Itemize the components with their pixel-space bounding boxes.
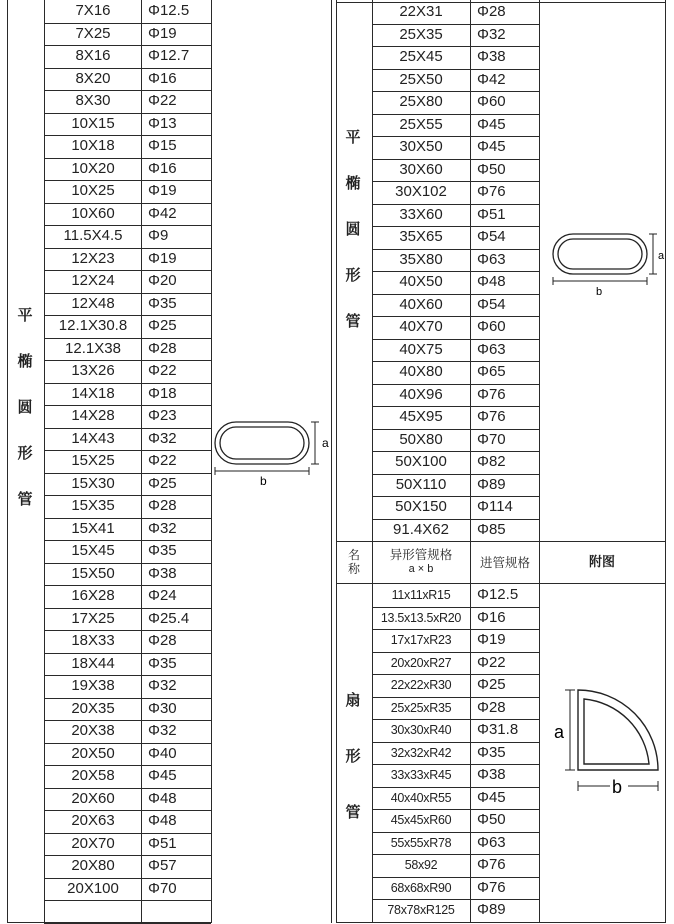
grid-line	[372, 181, 539, 182]
spec-cell: 20X35	[71, 699, 115, 717]
spec-cell: 25x25xR35	[390, 700, 452, 715]
pipe-size-cell: Φ15	[148, 137, 177, 154]
spec-cell: 33x33xR45	[390, 768, 452, 782]
left-category-label	[10, 292, 40, 522]
spec-cell: 8X16	[75, 47, 111, 64]
grid-line	[44, 878, 211, 879]
grid-line	[372, 451, 539, 452]
pipe-size-cell: Φ16	[148, 69, 177, 87]
pipe-size-cell: Φ20	[148, 272, 177, 289]
dimension-b-label: b	[260, 474, 267, 488]
grid-line	[372, 204, 539, 205]
grid-line	[372, 519, 539, 520]
pipe-size-cell: Φ25.4	[148, 609, 190, 627]
category-char: 管	[345, 312, 361, 330]
grid-line	[44, 23, 211, 24]
spec-cell: 12X24	[71, 272, 115, 289]
pipe-size-cell: Φ19	[148, 24, 177, 42]
grid-line	[44, 45, 211, 46]
spec-cell: 12.1X30.8	[58, 317, 128, 334]
dimension-b-label: b	[612, 777, 623, 797]
header-name-line2: 称	[347, 562, 360, 576]
pipe-size-cell: Φ22	[477, 653, 506, 671]
grid-line	[44, 720, 211, 721]
spec-cell: 12.1X38	[65, 339, 121, 357]
pipe-size-cell: Φ32	[148, 429, 177, 447]
grid-line	[44, 608, 211, 609]
spec-cell: 11.5X4.5	[63, 227, 123, 244]
spec-cell: 32x32xR42	[390, 745, 452, 760]
grid-line	[372, 114, 539, 115]
grid-line	[44, 585, 211, 586]
pipe-size-cell: Φ45	[148, 767, 177, 784]
pipe-size-cell: Φ25	[477, 676, 506, 693]
spec-cell: 40x40xR55	[390, 790, 452, 805]
grid-line	[372, 226, 539, 227]
spec-cell: 18X33	[71, 632, 115, 649]
pipe-size-cell: Φ32	[148, 519, 177, 537]
spec-cell: 20X38	[71, 722, 115, 739]
spec-cell: 13.5x13.5xR20	[380, 610, 462, 625]
pipe-size-cell: Φ25	[148, 474, 177, 492]
category-char: 椭	[345, 174, 361, 192]
grid-line	[44, 383, 211, 384]
grid-line	[372, 69, 539, 70]
spec-cell: 25X50	[399, 70, 443, 88]
spec-cell: 20X100	[67, 879, 119, 897]
grid-line	[372, 764, 539, 765]
pipe-size-cell: Φ23	[148, 407, 177, 424]
spec-cell: 17X25	[71, 609, 115, 627]
spec-cell: 14X28	[71, 407, 115, 424]
pipe-size-cell: Φ24	[148, 587, 177, 604]
spec-cell: 13X26	[71, 362, 115, 379]
grid-line	[44, 698, 211, 699]
pipe-size-cell: Φ22	[148, 92, 177, 109]
header-pipe: 进管规格	[479, 555, 530, 570]
category-char: 扇	[345, 691, 361, 709]
grid-line	[44, 0, 45, 923]
pipe-size-cell: Φ28	[148, 497, 177, 514]
category-char: 形	[345, 747, 361, 765]
spec-cell: 30X102	[395, 183, 447, 200]
spec-cell: 40X70	[399, 318, 443, 335]
dimension-b-label: b	[596, 286, 603, 298]
grid-line	[372, 249, 539, 250]
spec-cell: 15X45	[71, 542, 115, 559]
pipe-size-cell: Φ42	[477, 70, 506, 88]
pipe-size-cell: Φ28	[148, 339, 177, 357]
pipe-size-cell: Φ38	[148, 564, 177, 582]
spec-cell: 55x55xR78	[390, 835, 452, 850]
spec-cell: 50X100	[395, 453, 447, 470]
spec-cell: 20X63	[71, 812, 115, 829]
grid-line	[336, 583, 665, 584]
spec-cell: 8X30	[75, 92, 111, 109]
pipe-size-cell: Φ76	[477, 878, 506, 896]
grid-line	[44, 810, 211, 811]
spec-cell: 14X18	[71, 384, 115, 402]
pipe-size-cell: Φ70	[477, 430, 506, 448]
spec-cell: 25X35	[399, 25, 443, 43]
spec-cell: 25X55	[399, 115, 443, 133]
pipe-size-cell: Φ38	[477, 48, 506, 65]
spec-cell: 50X110	[395, 475, 447, 493]
pipe-size-cell: Φ60	[477, 318, 506, 335]
pipe-size-cell: Φ38	[477, 766, 506, 783]
header-name-line1: 名	[347, 548, 360, 562]
pipe-size-cell: Φ51	[148, 834, 177, 852]
grid-line	[44, 405, 211, 406]
grid-line	[44, 135, 211, 136]
grid-line	[44, 563, 211, 564]
pipe-size-cell: Φ63	[477, 833, 506, 851]
grid-line	[44, 180, 211, 181]
grid-line	[372, 361, 539, 362]
spec-cell: 40X75	[399, 340, 443, 358]
spec-cell: 25X45	[399, 48, 443, 65]
grid-line	[372, 674, 539, 675]
pipe-size-cell: Φ60	[477, 93, 506, 110]
spec-cell: 17x17xR23	[390, 633, 452, 647]
grid-line	[372, 271, 539, 272]
grid-line	[44, 473, 211, 474]
spec-cell: 25X80	[399, 93, 443, 110]
spec-cell: 45X95	[399, 408, 443, 425]
spec-cell: 22X31	[399, 3, 443, 20]
header-spec-line1: 异形管规格	[389, 547, 453, 562]
grid-line	[44, 630, 211, 631]
spec-cell: 30X60	[399, 160, 443, 178]
grid-line	[44, 540, 211, 541]
header-figure: 附图	[588, 555, 615, 570]
spec-cell: 40X60	[399, 295, 443, 313]
dimension-a-label: a	[322, 436, 329, 450]
pipe-size-cell: Φ31.8	[477, 721, 519, 738]
spec-cell: 20X58	[71, 767, 115, 784]
spec-cell: 15X50	[71, 564, 115, 582]
grid-line	[372, 629, 539, 630]
grid-line	[372, 496, 539, 497]
pipe-size-cell: Φ28	[477, 698, 506, 716]
pipe-size-cell: Φ54	[477, 228, 506, 245]
grid-line	[372, 136, 539, 137]
grid-line	[372, 719, 539, 720]
grid-line	[539, 0, 540, 923]
spec-cell: 40X80	[399, 363, 443, 380]
pipe-size-cell: Φ48	[148, 789, 177, 807]
grid-line	[372, 316, 539, 317]
spec-cell: 91.4X62	[393, 520, 449, 538]
pipe-size-cell: Φ12.5	[148, 2, 190, 19]
pipe-size-cell: Φ76	[477, 183, 506, 200]
spec-cell: 7X25	[75, 24, 111, 42]
header-spec-line2: a × b	[408, 563, 434, 575]
spec-cell: 20X80	[71, 857, 115, 874]
spec-cell: 19X38	[71, 677, 115, 694]
flat-oval-diagram-right	[545, 222, 670, 302]
grid-line	[372, 899, 539, 900]
grid-line	[372, 742, 539, 743]
spec-cell: 20x20xR27	[390, 655, 452, 670]
grid-line	[336, 541, 665, 542]
grid-line	[372, 429, 539, 430]
pipe-size-cell: Φ35	[148, 542, 177, 559]
pipe-size-cell: Φ28	[477, 3, 506, 20]
pipe-size-cell: Φ42	[148, 204, 177, 222]
spec-cell: 58x92	[404, 858, 438, 872]
grid-line	[336, 0, 337, 923]
pipe-size-cell: Φ50	[477, 160, 506, 178]
spec-cell: 50X80	[399, 430, 443, 448]
spec-cell: 11x11xR15	[391, 588, 451, 602]
spec-cell: 12X23	[71, 249, 115, 267]
grid-line	[372, 91, 539, 92]
pipe-size-cell: Φ32	[148, 722, 177, 739]
grid-line	[44, 203, 211, 204]
pipe-size-cell: Φ16	[477, 608, 506, 626]
grid-line	[665, 0, 666, 923]
pipe-size-cell	[142, 900, 212, 923]
grid-line	[211, 0, 212, 923]
category-char: 管	[345, 803, 361, 821]
grid-line	[372, 697, 539, 698]
pipe-size-cell: Φ19	[148, 249, 177, 267]
sector-tube-diagram	[548, 680, 668, 800]
spec-cell: 22x22xR30	[390, 678, 452, 692]
grid-line	[372, 832, 539, 833]
grid-line	[372, 0, 373, 923]
spec-cell: 40X50	[399, 273, 443, 290]
spec-cell: 33X60	[399, 205, 443, 223]
pipe-size-cell: Φ89	[477, 475, 506, 493]
grid-line	[141, 0, 142, 923]
pipe-size-cell: Φ19	[148, 182, 177, 199]
grid-line	[44, 428, 211, 429]
spec-cell: 8X20	[75, 69, 111, 87]
category-char: 管	[17, 490, 33, 508]
spec-cell: 10X25	[71, 182, 115, 199]
dimension-a-label: a	[554, 722, 565, 742]
pipe-size-cell: Φ13	[148, 114, 177, 132]
pipe-size-cell: Φ32	[477, 25, 506, 43]
spec-cell: 35X65	[399, 228, 443, 245]
grid-line	[372, 159, 539, 160]
spec-cell: 18X44	[71, 654, 115, 672]
spec-cell: 15X35	[71, 497, 115, 514]
pipe-size-cell: Φ30	[148, 699, 177, 717]
header-name	[336, 548, 372, 576]
pipe-size-cell: Φ25	[148, 317, 177, 334]
grid-line	[44, 653, 211, 654]
grid-line	[44, 900, 211, 901]
pipe-size-cell: Φ76	[477, 385, 506, 403]
grid-line	[372, 384, 539, 385]
spec-cell: 7X16	[75, 2, 111, 19]
pipe-size-cell: Φ45	[477, 115, 506, 133]
grid-line	[44, 248, 211, 249]
spec-cell: 45x45xR60	[390, 813, 452, 827]
grid-line	[44, 495, 211, 496]
pipe-size-cell: Φ35	[477, 743, 506, 761]
pipe-size-cell: Φ28	[148, 632, 177, 649]
category-char: 形	[17, 444, 33, 462]
grid-line	[44, 315, 211, 316]
pipe-size-cell: Φ48	[148, 812, 177, 829]
grid-line	[372, 877, 539, 878]
flat-oval-diagram-left	[205, 410, 330, 490]
grid-line	[372, 406, 539, 407]
right-bottom-category-label	[338, 672, 368, 840]
spec-cell: 20X50	[71, 744, 115, 762]
spec-cell: 10X18	[71, 137, 115, 154]
grid-line	[44, 518, 211, 519]
spec-cell: 68x68xR90	[390, 880, 452, 895]
spec-cell: 50X150	[395, 498, 447, 515]
grid-line	[372, 652, 539, 653]
grid-line	[372, 294, 539, 295]
grid-line	[372, 787, 539, 788]
spec-cell: 15X25	[71, 452, 115, 469]
spec-cell: 10X60	[71, 204, 115, 222]
dimension-a-label: a	[658, 250, 665, 262]
grid-line	[44, 113, 211, 114]
spec-cell: 14X43	[71, 429, 115, 447]
pipe-size-cell: Φ48	[477, 273, 506, 290]
grid-line	[44, 675, 211, 676]
grid-line	[372, 809, 539, 810]
category-char: 形	[345, 266, 361, 284]
spec-cell: 40X96	[399, 385, 443, 403]
pipe-size-cell: Φ32	[148, 677, 177, 694]
spec-cell: 16X28	[71, 587, 115, 604]
pipe-size-cell: Φ9	[148, 227, 169, 244]
pipe-size-cell: Φ18	[148, 384, 177, 402]
category-char: 圆	[17, 398, 33, 416]
pipe-size-cell: Φ50	[477, 811, 506, 828]
pipe-size-cell: Φ45	[477, 138, 506, 155]
grid-line	[372, 339, 539, 340]
grid-line	[44, 765, 211, 766]
spec-cell: 20X60	[71, 789, 115, 807]
grid-line	[372, 474, 539, 475]
spec-cell: 35X80	[399, 250, 443, 268]
spec-cell: 15X41	[71, 519, 115, 537]
spec-cell: 12X48	[71, 294, 115, 312]
pipe-size-cell: Φ76	[477, 408, 506, 425]
grid-line	[372, 24, 539, 25]
grid-line	[7, 0, 8, 923]
pipe-size-cell: Φ82	[477, 453, 506, 470]
category-char: 平	[17, 306, 33, 324]
grid-line	[44, 833, 211, 834]
pipe-size-cell: Φ63	[477, 250, 506, 268]
pipe-size-cell: Φ12.7	[148, 47, 190, 64]
pipe-size-cell: Φ16	[148, 159, 177, 177]
pipe-size-cell: Φ40	[148, 744, 177, 762]
grid-line	[470, 0, 471, 923]
pipe-size-cell: Φ22	[148, 452, 177, 469]
grid-line	[44, 743, 211, 744]
grid-line	[44, 450, 211, 451]
spec-cell: 20X70	[71, 834, 115, 852]
grid-line	[44, 270, 211, 271]
pipe-size-cell: Φ22	[148, 362, 177, 379]
spec-cell: 30X50	[399, 138, 443, 155]
pipe-size-cell: Φ89	[477, 901, 506, 918]
grid-line	[336, 2, 665, 3]
grid-line	[44, 788, 211, 789]
grid-line	[44, 68, 211, 69]
spec-cell: 30x30xR40	[390, 723, 452, 737]
pipe-size-cell: Φ63	[477, 340, 506, 358]
spec-cell	[45, 900, 141, 923]
grid-line	[372, 46, 539, 47]
grid-line	[372, 854, 539, 855]
grid-line	[44, 855, 211, 856]
pipe-size-cell: Φ85	[477, 520, 506, 538]
grid-line	[331, 0, 332, 923]
pipe-size-cell: Φ114	[477, 498, 513, 515]
pipe-size-cell: Φ35	[148, 294, 177, 312]
pipe-size-cell: Φ57	[148, 857, 177, 874]
spec-cell: 10X20	[71, 159, 115, 177]
spec-cell: 78x78xR125	[387, 903, 455, 917]
category-char: 椭	[17, 352, 33, 370]
grid-line	[372, 607, 539, 608]
right-top-category-label	[338, 114, 368, 344]
header-spec	[373, 548, 469, 576]
grid-line	[44, 158, 211, 159]
pipe-size-cell: Φ76	[477, 856, 506, 873]
pipe-size-cell: Φ54	[477, 295, 506, 313]
pipe-size-cell: Φ51	[477, 205, 506, 223]
pipe-size-cell: Φ45	[477, 788, 506, 806]
grid-line	[44, 293, 211, 294]
category-char: 平	[345, 128, 361, 146]
pipe-size-cell: Φ35	[148, 654, 177, 672]
pipe-size-cell: Φ19	[477, 631, 506, 648]
pipe-size-cell: Φ65	[477, 363, 506, 380]
grid-line	[44, 90, 211, 91]
grid-line	[44, 360, 211, 361]
pipe-size-cell: Φ70	[148, 879, 177, 897]
spec-cell: 10X15	[71, 114, 115, 132]
grid-line	[44, 338, 211, 339]
spec-cell: 15X30	[71, 474, 115, 492]
grid-line	[44, 225, 211, 226]
category-char: 圆	[345, 220, 361, 238]
pipe-size-cell: Φ12.5	[477, 586, 519, 603]
